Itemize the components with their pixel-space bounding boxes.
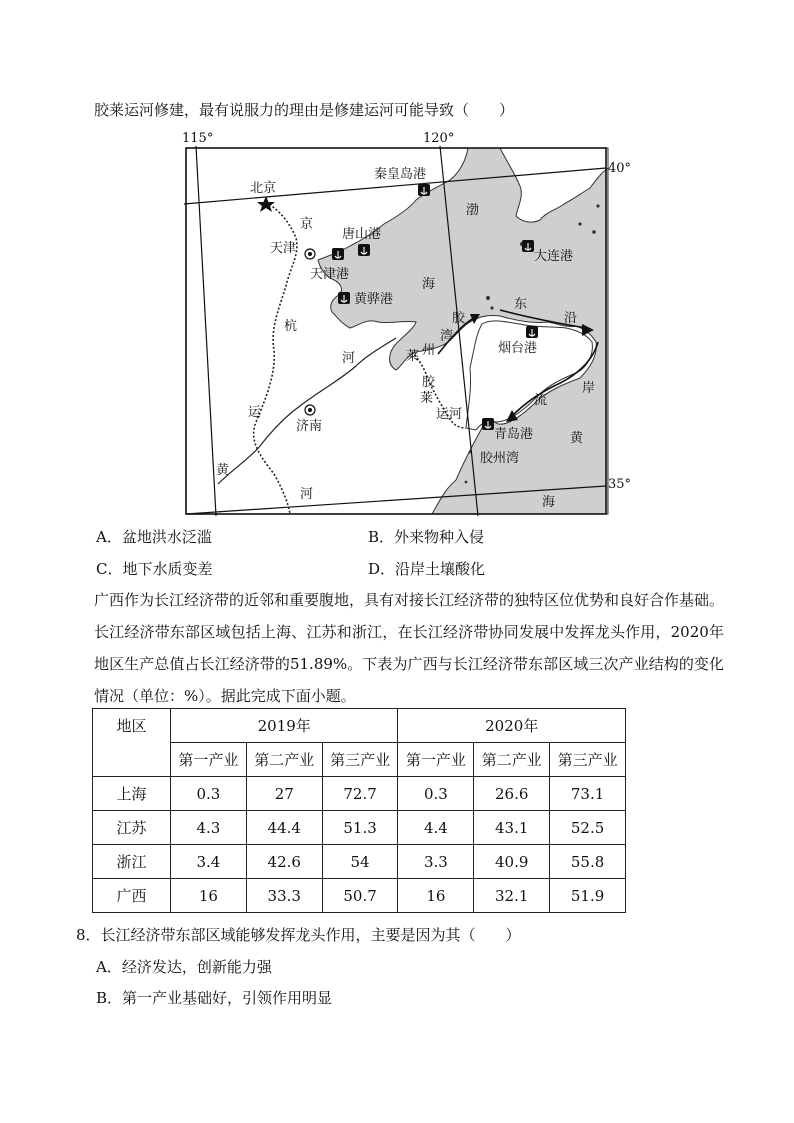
value-cell: 40.9 <box>474 845 550 879</box>
value-cell: 55.8 <box>550 845 626 879</box>
label-yantai-port: 烟台港 <box>498 341 538 356</box>
label-dalian-port: 大连港 <box>534 249 574 264</box>
option-letter: D． <box>368 560 396 578</box>
label-qinhuangdao-port: 秦皇岛港 <box>374 167 427 182</box>
table-row <box>93 811 626 845</box>
option-a[interactable] <box>96 527 212 547</box>
value-cell: 0.3 <box>398 777 474 811</box>
value-cell: 54 <box>322 845 398 879</box>
value-cell: 51.3 <box>322 811 398 845</box>
label-hai-bohai: 海 <box>422 277 436 292</box>
region-cell: 广西 <box>93 879 171 913</box>
label-yun: 运 <box>248 405 262 420</box>
region-cell: 浙江 <box>93 845 171 879</box>
option-letter: B． <box>368 528 395 546</box>
value-cell: 16 <box>398 879 474 913</box>
region-header: 地区 <box>93 709 171 777</box>
value-cell: 42.6 <box>246 845 322 879</box>
label-beijing: 北京 <box>250 181 277 196</box>
bohai-map <box>170 128 632 520</box>
question-7-stem: 胶莱运河修建，最有说服力的理由是修建运河可能导致（ ） <box>94 101 515 119</box>
label-he-canal: 河 <box>300 487 314 502</box>
value-cell: 27 <box>246 777 322 811</box>
label-zhou: 州 <box>422 343 436 358</box>
lon-120-label: 120° <box>423 131 455 146</box>
option-text: 地下水质变差 <box>122 560 213 578</box>
option-text: 经济发达，创新能力强 <box>121 958 272 976</box>
sea-area <box>318 148 608 514</box>
label-jiao-canal: 胶 <box>422 375 436 390</box>
value-cell: 72.7 <box>322 777 398 811</box>
label-bo: 渤 <box>466 203 480 218</box>
value-cell: 4.4 <box>398 811 474 845</box>
sector-header: 第二产业 <box>246 743 322 777</box>
label-lai: 莱 <box>406 349 420 364</box>
option-b[interactable] <box>96 988 332 1008</box>
region-cell: 上海 <box>93 777 171 811</box>
option-b[interactable] <box>368 527 484 547</box>
sector-header: 第一产业 <box>398 743 474 777</box>
sector-header: 第二产业 <box>474 743 550 777</box>
label-yunhe-canal: 运河 <box>436 407 463 422</box>
label-hang: 杭 <box>284 319 298 334</box>
region-cell: 江苏 <box>93 811 171 845</box>
option-text: 外来物种入侵 <box>394 528 485 546</box>
value-cell: 3.3 <box>398 845 474 879</box>
label-tianjin: 天津 <box>270 241 297 256</box>
sector-header: 第三产业 <box>322 743 398 777</box>
question-8-stem: 8．长江经济带东部区域能够发挥龙头作用，主要是因为其（ ） <box>76 926 521 944</box>
value-cell: 32.1 <box>474 879 550 913</box>
option-letter: A． <box>96 958 122 976</box>
label-wan: 湾 <box>440 329 454 344</box>
value-cell: 73.1 <box>550 777 626 811</box>
label-tangshan-port: 唐山港 <box>342 227 382 242</box>
tianjin-marker <box>305 249 315 259</box>
year-header: 2019年 <box>171 709 398 743</box>
option-letter: A． <box>96 528 122 546</box>
value-cell: 50.7 <box>322 879 398 913</box>
lat-40-label: 40° <box>608 161 632 176</box>
value-cell: 3.4 <box>171 845 247 879</box>
label-liu: 流 <box>534 393 548 408</box>
option-a[interactable] <box>96 957 272 977</box>
value-cell: 0.3 <box>171 777 247 811</box>
label-jinan: 济南 <box>296 419 323 434</box>
label-jiao-top: 胶 <box>452 311 466 326</box>
table-row <box>93 845 626 879</box>
label-huang: 黄 <box>570 431 584 446</box>
value-cell: 26.6 <box>474 777 550 811</box>
option-text: 盆地洪水泛滥 <box>121 528 212 546</box>
option-letter: C． <box>96 560 123 578</box>
year-header: 2020年 <box>398 709 626 743</box>
value-cell: 33.3 <box>246 879 322 913</box>
value-cell: 52.5 <box>550 811 626 845</box>
lon-115-label: 115° <box>182 131 214 146</box>
label-huang-river: 黄 <box>216 463 230 478</box>
jinan-marker <box>305 405 315 415</box>
table-row <box>93 879 626 913</box>
beijing-marker <box>257 196 275 212</box>
value-cell: 44.4 <box>246 811 322 845</box>
value-cell: 4.3 <box>171 811 247 845</box>
sector-header: 第一产业 <box>171 743 247 777</box>
lat-35-label: 35° <box>608 477 632 492</box>
label-yan: 沿 <box>564 311 578 326</box>
label-dong: 东 <box>514 297 528 312</box>
value-cell: 43.1 <box>474 811 550 845</box>
label-lai-canal: 莱 <box>420 391 434 406</box>
option-letter: B． <box>96 989 123 1007</box>
value-cell: 16 <box>171 879 247 913</box>
option-text: 沿岸土壤酸化 <box>395 560 486 578</box>
option-text: 第一产业基础好，引领作用明显 <box>122 989 333 1007</box>
material-paragraph: 广西作为长江经济带的近邻和重要腹地，具有对接长江经济带的独特区位优势和良好合作基础。长江经济带东部区域包括上海、江苏和浙江，在长江经济带协同发展中发挥龙头作用，2020年地区生产总值占长江经济带的51.89%。下表为广西与长江经济带东部区域三次产业结构的变化情况（单位：%）。据此完成下面小题。 <box>94 591 725 705</box>
sector-header: 第三产业 <box>550 743 626 777</box>
label-he-river: 河 <box>342 351 356 366</box>
label-huanghua-port: 黄骅港 <box>354 292 394 307</box>
label-jing: 京 <box>300 217 314 232</box>
label-qingdao-port: 青岛港 <box>494 427 534 442</box>
option-d[interactable] <box>368 559 485 579</box>
label-hai-huanghai: 海 <box>542 495 556 510</box>
label-an: 岸 <box>582 381 596 396</box>
table-row <box>93 777 626 811</box>
option-c[interactable] <box>96 559 213 579</box>
star-icon <box>257 196 275 212</box>
label-jiaozhou-bay: 胶州湾 <box>480 451 520 466</box>
value-cell: 51.9 <box>550 879 626 913</box>
industry-structure-table <box>92 708 626 913</box>
label-tianjin-port: 天津港 <box>310 267 350 282</box>
